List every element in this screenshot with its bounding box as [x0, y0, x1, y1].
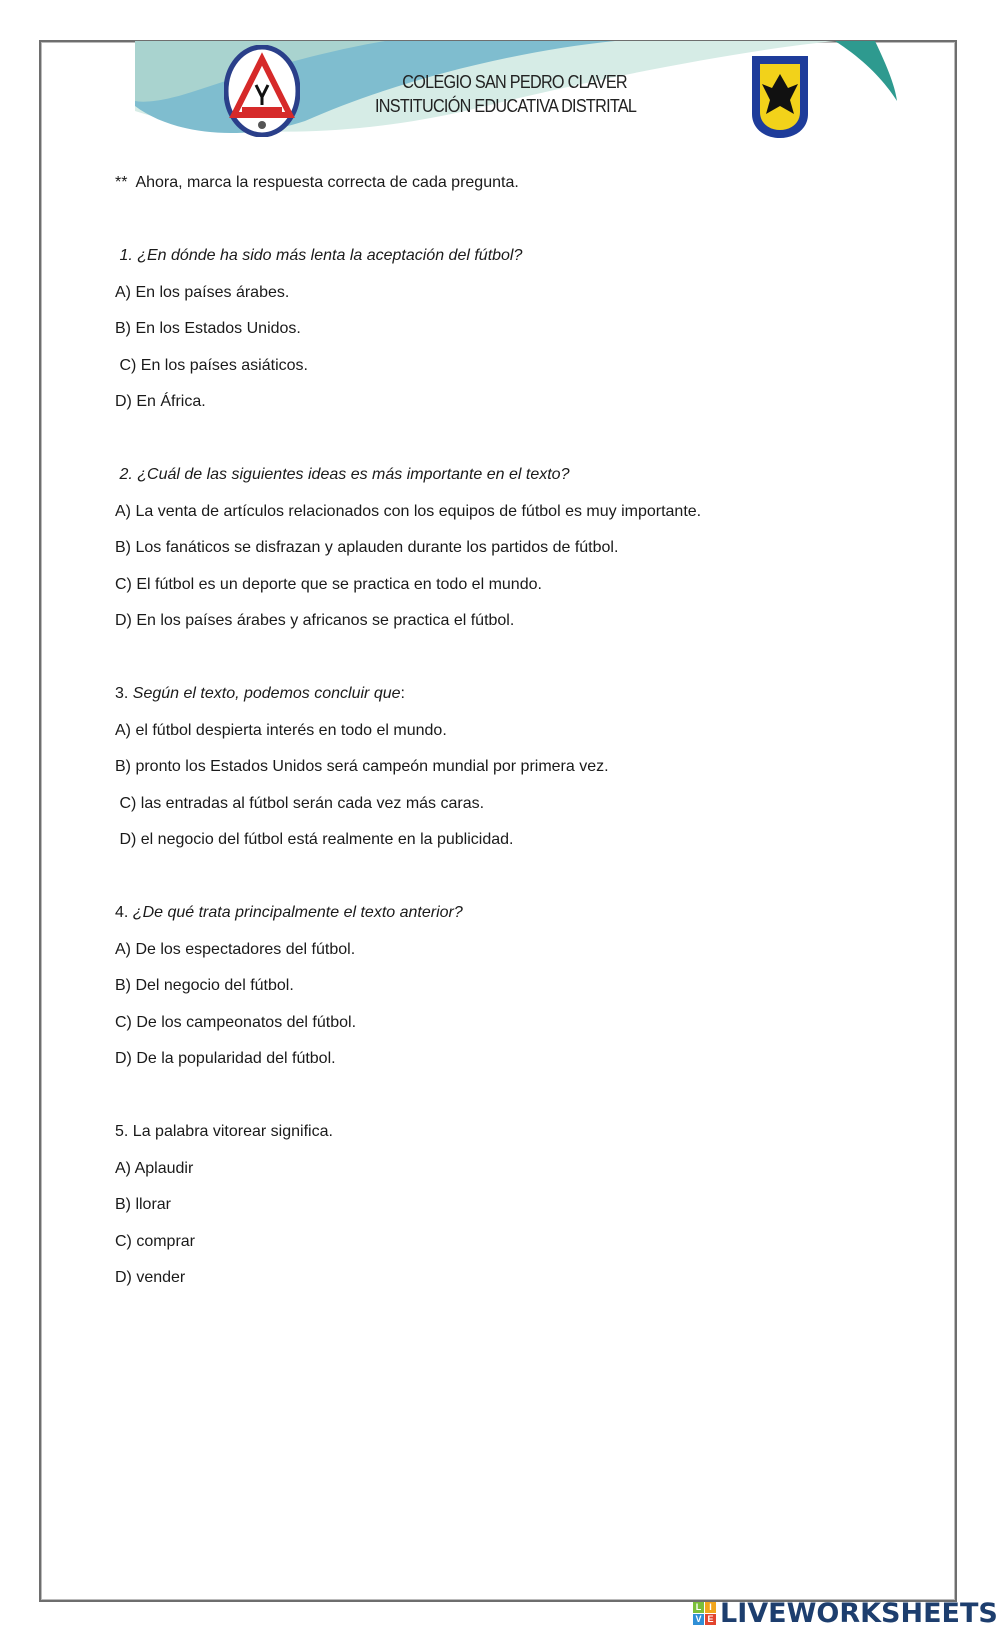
option-a[interactable]: A) De los espectadores del fútbol.: [115, 940, 356, 958]
option-a[interactable]: A) La venta de artículos relacionados con los equipos de fútbol es muy importante.: [115, 502, 702, 520]
option-b[interactable]: B) En los Estados Unidos.: [115, 320, 301, 337]
option-d[interactable]: D) vender: [115, 1269, 186, 1286]
question-3-prompt: [115, 676, 915, 713]
question-4: [115, 895, 915, 1114]
option-a[interactable]: A) Aplaudir: [115, 1159, 194, 1177]
school-name: [375, 70, 636, 118]
worksheet-content: [115, 165, 915, 1297]
live-badge-icon: [693, 1602, 716, 1625]
badge-letter: E: [705, 1614, 716, 1625]
question-2: [115, 457, 915, 676]
instructions: ** Ahora, marca la respuesta correcta de cada pregunta.: [115, 174, 519, 191]
question-5: [115, 1114, 915, 1297]
option-d[interactable]: D) En los países árabes y africanos se practica el fútbol.: [115, 612, 515, 629]
option-c[interactable]: C) El fútbol es un deporte que se practica en todo el mundo.: [115, 575, 542, 593]
question-number: 1.: [115, 247, 138, 264]
question-text: ¿Cuál de las siguientes ideas es más importante en el texto?: [137, 466, 570, 483]
option-b[interactable]: B) Del negocio del fútbol.: [115, 977, 294, 994]
option-a[interactable]: A) el fútbol despierta interés en todo el mundo.: [115, 721, 447, 739]
question-1-prompt: [115, 238, 915, 275]
question-suffix: :: [400, 685, 405, 702]
question-5-prompt: [115, 1114, 915, 1151]
option-c[interactable]: C) De los campeonatos del fútbol.: [115, 1013, 357, 1031]
question-text: La palabra vitorear significa.: [132, 1123, 333, 1140]
option-d[interactable]: D) En África.: [115, 393, 206, 410]
question-number: 4.: [115, 904, 133, 921]
option-b[interactable]: B) llorar: [115, 1196, 172, 1213]
option-c[interactable]: C) las entradas al fútbol serán cada vez más caras.: [115, 794, 485, 812]
question-text: Según el texto, podemos concluir que: [132, 685, 401, 702]
option-d[interactable]: D) De la popularidad del fútbol.: [115, 1050, 336, 1067]
badge-letter: I: [705, 1602, 716, 1613]
school-name-line2: INSTITUCIÓN EDUCATIVA DISTRITAL: [375, 96, 637, 116]
liveworksheets-logo[interactable]: [693, 1598, 998, 1629]
question-number: 5.: [115, 1123, 133, 1140]
question-number: 2.: [115, 466, 138, 483]
option-a[interactable]: A) En los países árabes.: [115, 283, 290, 301]
question-2-prompt: [115, 457, 915, 494]
option-b[interactable]: B) Los fanáticos se disfrazan y aplauden durante los partidos de fútbol.: [115, 539, 619, 556]
option-c[interactable]: C) En los países asiáticos.: [115, 356, 308, 374]
option-d[interactable]: D) el negocio del fútbol está realmente en la publicidad.: [115, 831, 514, 848]
question-text: ¿En dónde ha sido más lenta la aceptación del fútbol?: [137, 247, 523, 264]
school-crest-logo: [224, 45, 300, 142]
brand-name: LIVEWORKSHEETS: [720, 1598, 998, 1629]
question-4-prompt: [115, 895, 915, 932]
question-3: [115, 676, 915, 895]
bogota-coat-of-arms: [750, 54, 810, 145]
question-text: ¿De qué trata principalmente el texto anterior?: [132, 904, 463, 921]
question-number: 3.: [115, 685, 133, 702]
question-1: [115, 238, 915, 457]
badge-letter: V: [693, 1614, 704, 1625]
option-c[interactable]: C) comprar: [115, 1232, 196, 1250]
school-name-line1: COLEGIO SAN PEDRO CLAVER: [402, 72, 627, 92]
option-b[interactable]: B) pronto los Estados Unidos será campeón mundial por primera vez.: [115, 758, 609, 775]
badge-letter: L: [693, 1602, 704, 1613]
